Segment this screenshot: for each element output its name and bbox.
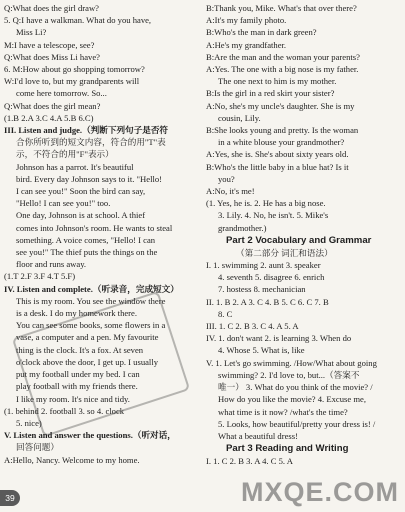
- left-column-line: 回答问题）: [16, 442, 59, 453]
- right-column-line: B:Are the man and the woman your parents?: [206, 51, 360, 62]
- right-column-line: B:Who's the little baby in a blue hat? Is it: [206, 161, 349, 172]
- left-column-line: floor and runs away.: [16, 259, 87, 270]
- right-column-line: B:She looks young and pretty. Is the woman: [206, 125, 359, 136]
- page-number: 39: [0, 490, 20, 506]
- left-column-line: This is my room. You see the window there: [16, 295, 166, 306]
- left-column-line: I can see you!" Soon the bird can say,: [16, 186, 146, 197]
- right-column-line: (1. Yes, he is. 2. He has a big nose.: [206, 198, 326, 209]
- right-column-line: 3. Lily. 4. No, he isn't. 5. Mike's: [218, 210, 329, 221]
- left-column-line: 5. Q:I have a walkman. What do you have,: [4, 15, 152, 26]
- left-column-line: come here tomorrow. So...: [16, 88, 107, 99]
- right-column-line: 8. C: [218, 308, 233, 319]
- left-column-line: is a desk. I do my homework there.: [16, 308, 138, 319]
- right-column-line: A:No, she's my uncle's daughter. She is my: [206, 100, 355, 111]
- right-column-line: II. 1. B 2. A 3. C 4. B 5. C 6. C 7. B: [206, 296, 329, 307]
- right-column-line: B:Is the girl in a red skirt your sister?: [206, 88, 335, 99]
- left-column-line: III. Listen and judge.（判断下列句子是否符: [4, 125, 169, 136]
- right-column-line: 5. Looks, how beautiful/pretty your dress is! /: [218, 418, 376, 429]
- watermark: MXQE.COM: [240, 477, 399, 507]
- right-column-line: 4. seventh 5. disagree 6. enrich: [218, 272, 325, 283]
- left-column-line: put my football under my bed. I can: [16, 369, 140, 380]
- right-column-line: I. 1. C 2. B 3. A 4. C 5. A: [206, 456, 293, 467]
- left-column-line: "Hello! I can see you!" too.: [16, 198, 111, 209]
- right-column-line: B:Thank you, Mike. What's that over there?: [206, 3, 357, 13]
- left-column-line: One day, Johnson is at school. A thief: [16, 210, 146, 221]
- left-column-line: bird. Every day Johnson says to it. "Hello!: [16, 173, 163, 184]
- right-column: [206, 2, 401, 467]
- left-column-line: vase, a computer and a pen. My favourite: [16, 332, 159, 343]
- left-column-line: comes into Johnson's room. He wants to steal: [16, 222, 173, 233]
- right-column-line: （第二部分 词汇和语法）: [236, 247, 333, 258]
- right-column-line: 4. Whose 5. What is, like: [218, 345, 305, 356]
- left-column-line: thing is the clock. It's a fox. At seven: [16, 344, 144, 355]
- left-column-line: 6. M:How about go shopping tomorrow?: [4, 64, 145, 75]
- right-column-line: Part 2 Vocabulary and Grammar: [226, 234, 372, 246]
- right-column-line: V. 1. Let's go swimming. /How/What about going: [206, 357, 377, 368]
- right-column-line: III. 1. C 2. B 3. C 4. A 5. A: [206, 321, 299, 332]
- right-column-line: I. 1. swimming 2. aunt 3. speaker: [206, 260, 321, 271]
- left-column-line: something. A voice comes, "Hello! I can: [16, 234, 156, 245]
- left-column-line: see you!" The thief puts the things on the: [16, 247, 158, 258]
- left-column-line: (1.B 2.A 3.C 4.A 5.B 6.C): [4, 112, 94, 123]
- left-column-line: A:Hello, Nancy. Welcome to my home.: [4, 454, 140, 465]
- left-column-line: o'clock above the door, I get up. I usually: [16, 356, 159, 367]
- right-column-line: swimming? 2. I'd love to, but...（答案不: [218, 369, 360, 380]
- left-column-line: M:I have a telescope, see?: [4, 39, 95, 50]
- right-column-line: How do you like the movie? 4. Excuse me,: [218, 394, 366, 405]
- left-column-line: Q:What does the girl draw?: [4, 3, 99, 13]
- left-column-line: IV. Listen and complete.（听录音，完成短文）: [4, 283, 179, 294]
- left-column-line: 合你所听到的短文内容，符合的用"T"表: [16, 137, 166, 148]
- left-column-line: (1. behind 2. football 3. so 4. clock: [4, 405, 125, 416]
- left-column-line: W:I'd love to, but my grandparents will: [4, 76, 140, 87]
- left-column-line: I like my room. It's nice and tidy.: [16, 393, 130, 404]
- right-column-line: A:It's my family photo.: [206, 15, 287, 26]
- right-column-line: you?: [218, 173, 235, 184]
- right-column-line: A:No, it's me!: [206, 186, 255, 197]
- right-column-line: 7. hostess 8. mechanician: [218, 284, 306, 295]
- left-column-line: V. Listen and answer the questions.（听对话，: [4, 430, 176, 441]
- right-column-line: The one next to him is my mother.: [218, 76, 337, 87]
- right-column-line: grandmother.): [218, 222, 267, 233]
- right-column-line: Part 3 Reading and Writing: [226, 443, 349, 455]
- right-column-line: cousin, Lily.: [218, 112, 261, 123]
- left-column-line: Q:What does Miss Li have?: [4, 51, 100, 62]
- right-column-line: IV. 1. don't want 2. is learning 3. When do: [206, 333, 352, 344]
- right-column-line: B:Who's the man in dark green?: [206, 27, 317, 38]
- right-column-line: in a white blouse your grandmother?: [218, 137, 345, 148]
- left-column-line: You can see some books, some flowers in a: [16, 320, 166, 331]
- right-column-line: A:Yes, she is. She's about sixty years old.: [206, 149, 349, 160]
- left-column-line: Q:What does the girl mean?: [4, 100, 101, 111]
- left-column-line: Miss Li?: [16, 27, 47, 38]
- left-column-line: play football with my friends there.: [16, 381, 138, 392]
- right-column-line: 唯一） 3. What do you think of the movie? /: [218, 382, 373, 393]
- right-column-line: what time is it now? /what's the time?: [218, 406, 348, 417]
- left-column-line: (1.T 2.F 3.F 4.T 5.F): [4, 271, 76, 282]
- right-column-line: A:He's my grandfather.: [206, 39, 287, 50]
- left-column-line: 5. nice): [16, 417, 42, 428]
- left-column-line: Johnson has a parrot. It's beautiful: [16, 161, 134, 172]
- left-column-line: 示，不符合的用"F"表示）: [16, 149, 114, 160]
- right-column-line: A:Yes. The one with a big nose is my father.: [206, 64, 359, 75]
- right-column-line: What a beautiful dress!: [218, 430, 298, 441]
